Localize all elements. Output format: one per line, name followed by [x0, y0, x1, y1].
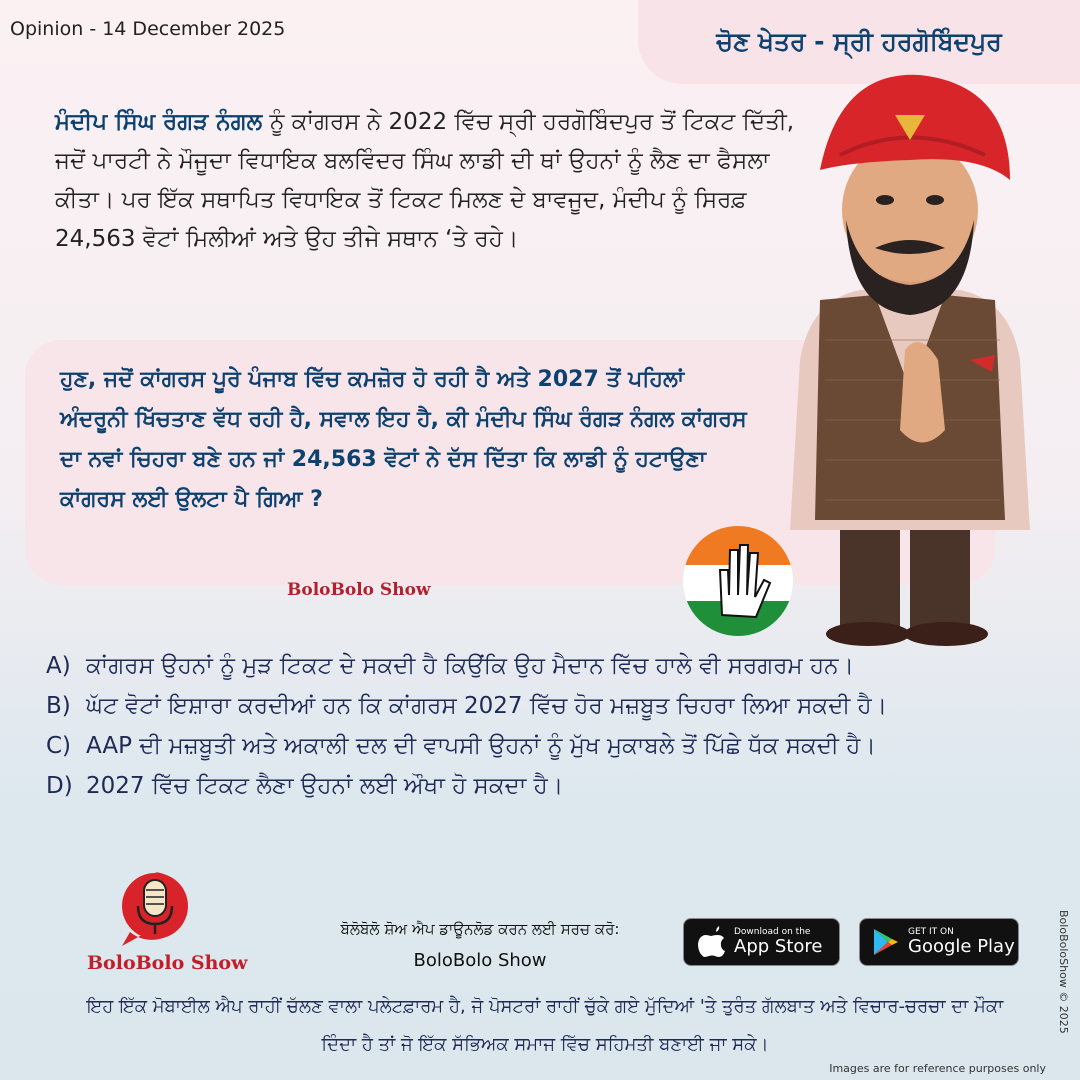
option-text: AAP ਦੀ ਮਜ਼ਬੂਤੀ ਅਤੇ ਅਕਾਲੀ ਦਲ ਦੀ ਵਾਪਸੀ ਉਹਨਾਂ ਨੂੰ ਮੁੱਖ ਮੁਕਾਬਲੇ ਤੋਂ ਪਿੱਛੇ ਧੱਕ ਸਕਦੀ ਹੈ। — [86, 733, 876, 759]
google-play-button[interactable] — [859, 918, 1019, 966]
intro-paragraph — [55, 103, 800, 259]
app-store-label: App Store — [734, 936, 823, 957]
brand-name: BoloBolo Show — [87, 952, 248, 974]
option-letter: C) — [46, 733, 72, 759]
option-letter: D) — [46, 773, 73, 799]
footer-description: ਇਹ ਇੱਕ ਮੋਬਾਈਲ ਐਪ ਰਾਹੀਂ ਚੱਲਣ ਵਾਲਾ ਪਲੇਟਫ਼ਾਰਮ ਹੈ, ਜੋ ਪੋਸਟਰਾਂ ਰਾਹੀਂ ਚੁੱਕੇ ਗਏ ਮੁੱਦਿਆਂ 'ਤੇ ਤੁਰੰਤ ਗੱਲਬਾਤ ਅਤੇ ਵਿਚਾਰ-ਚਰਚਾ ਦਾ ਮੌਕਾ ਦਿੰਦਾ ਹੈ ਤਾਂ ਜੋ ਇੱਕ ਸੱਭਿਅਕ ਸਮਾਜ ਵਿੱਚ ਸਹਿਮਤੀ ਬਣਾਈ ਜਾ ਸਕੇ। — [86, 996, 1004, 1055]
app-store-small-text: Download on the — [734, 927, 811, 937]
candidate-name: ਮੰਦੀਪ ਸਿੰਘ ਰੰਗੜ ਨੰਗਲ — [55, 109, 263, 135]
option-text: ਕਾਂਗਰਸ ਉਹਨਾਂ ਨੂੰ ਮੁੜ ਟਿਕਟ ਦੇ ਸਕਦੀ ਹੈ ਕਿਉਂਕਿ ਉਹ ਮੈਦਾਨ ਵਿੱਚ ਹਾਲੇ ਵੀ ਸਰਗਰਮ ਹਨ। — [86, 653, 854, 679]
politician-illustration — [780, 60, 1060, 650]
answer-options — [46, 646, 1066, 806]
google-play-small-text: GET IT ON — [908, 927, 954, 937]
search-prompt: ਬੋਲੋਬੋਲੋ ਸ਼ੋਅ ਐਪ ਡਾਊਨਲੋਡ ਕਰਨ ਲਈ ਸਰਚ ਕਰੋ: — [340, 920, 620, 938]
option-a[interactable] — [46, 646, 1066, 686]
option-d[interactable] — [46, 766, 1066, 806]
congress-hand-icon — [682, 525, 794, 637]
watermark-text: BoloBolo Show — [287, 580, 431, 600]
option-letter: B) — [46, 693, 71, 719]
option-letter: A) — [46, 653, 71, 679]
option-text: 2027 ਵਿੱਚ ਟਿਕਟ ਲੈਣਾ ਉਹਨਾਂ ਲਈ ਔਖਾ ਹੋ ਸਕਦਾ ਹੈ। — [86, 773, 564, 799]
svg-text:BoloBoloShow © 2025: BoloBoloShow © 2025 — [1057, 910, 1070, 1034]
constituency-badge: ਚੋਣ ਖੇਤਰ - ਸ੍ਰੀ ਹਰਗੋਬਿੰਦਪੁਰ — [638, 0, 1080, 84]
date-label: Opinion - 14 December 2025 — [10, 18, 286, 40]
copyright-text — [1045, 908, 1070, 1038]
microphone-icon — [118, 870, 192, 950]
option-c[interactable] — [46, 726, 1066, 766]
google-play-label: Google Play — [908, 936, 1015, 957]
question-text: ਹੁਣ, ਜਦੋਂ ਕਾਂਗਰਸ ਪੂਰੇ ਪੰਜਾਬ ਵਿੱਚ ਕਮਜ਼ੋਰ ਹੋ ਰਹੀ ਹੈ ਅਤੇ 2027 ਤੋਂ ਪਹਿਲਾਂ ਅੰਦਰੂਨੀ ਖਿੱਚਤਾਣ ਵੱਧ ਰਹੀ ਹੈ, ਸਵਾਲ ਇਹ ਹੈ, ਕੀ ਮੰਦੀਪ ਸਿੰਘ ਰੰਗੜ ਨੰਗਲ ਕਾਂਗਰਸ ਦਾ ਨਵਾਂ ਚਿਹਰਾ ਬਣੇ ਹਨ ਜਾਂ 24,563 ਵੋਟਾਂ ਨੇ ਦੱਸ ਦਿੱਤਾ ਕਿ ਲਾਡੀ ਨੂੰ ਹਟਾਉਣਾ ਕਾਂਗਰਸ ਲਈ ਉਲਟਾ ਪੈ ਗਿਆ ? — [60, 367, 747, 512]
google-play-icon — [870, 926, 902, 958]
disclaimer-text: Images are for reference purposes only — [829, 1062, 1046, 1075]
intro-text: ਨੂੰ ਕਾਂਗਰਸ ਨੇ 2022 ਵਿੱਚ ਸ੍ਰੀ ਹਰਗੋਬਿੰਦਪੁਰ ਤੋਂ ਟਿਕਟ ਦਿੱਤੀ, ਜਦੋਂ ਪਾਰਟੀ ਨੇ ਮੌਜੂਦਾ ਵਿਧਾਇਕ ਬਲਵਿੰਦਰ ਸਿੰਘ ਲਾਡੀ ਦੀ ਥਾਂ ਉਹਨਾਂ ਨੂੰ ਲੈਣ ਦਾ ਫੈਸਲਾ ਕੀਤਾ। ਪਰ ਇੱਕ ਸਥਾਪਿਤ ਵਿਧਾਇਕ ਤੋਂ ਟਿਕਟ ਮਿਲਣ ਦੇ ਬਾਵਜੂਦ, ਮੰਦੀਪ ਨੂੰ ਸਿਰਫ਼ 24,563 ਵੋਟਾਂ ਮਿਲੀਆਂ ਅਤੇ ਉਹ ਤੀਜੇ ਸਥਾਨ ‘ਤੇ ਰਹੇ। — [55, 109, 795, 252]
app-store-button[interactable] — [683, 918, 840, 966]
search-app-name: BoloBolo Show — [413, 950, 547, 971]
option-b[interactable] — [46, 686, 1066, 726]
option-text: ਘੱਟ ਵੋਟਾਂ ਇਸ਼ਾਰਾ ਕਰਦੀਆਂ ਹਨ ਕਿ ਕਾਂਗਰਸ 2027 ਵਿੱਚ ਹੋਰ ਮਜ਼ਬੂਤ ਚਿਹਰਾ ਲਿਆ ਸਕਦੀ ਹੈ। — [86, 693, 888, 719]
apple-icon — [694, 925, 728, 959]
